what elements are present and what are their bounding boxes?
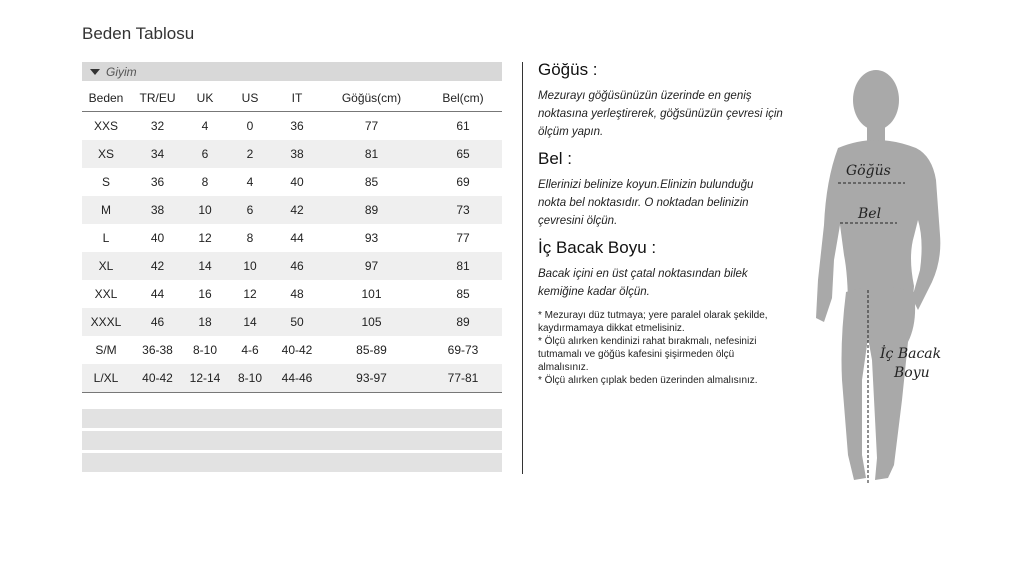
table-cell: 40 (290, 175, 304, 189)
table-cell: 89 (319, 196, 424, 224)
empty-section-bar (82, 409, 502, 428)
table-cell: S/M (95, 343, 117, 357)
table-cell: 40-42 (281, 343, 313, 357)
inseam-label-line2: Boyu (894, 365, 930, 381)
table-cell: XXS (93, 119, 118, 133)
table-cell: 6 (185, 140, 225, 168)
body-silhouette (790, 60, 970, 500)
empty-section-bar (82, 431, 502, 450)
table-row (82, 364, 502, 393)
table-cell: 77 (364, 119, 379, 133)
table-cell: 93-97 (319, 364, 424, 393)
caret-down-icon (90, 69, 100, 75)
table-row (82, 336, 502, 364)
section-label: Giyim (106, 64, 137, 79)
table-cell: 46 (130, 308, 185, 336)
table-cell: 85-89 (356, 343, 387, 357)
column-header: IT (275, 84, 319, 112)
table-cell: 12 (243, 287, 257, 301)
table-cell: 85 (364, 175, 379, 189)
table-row (82, 252, 502, 280)
chest-label: Göğüs (846, 163, 891, 179)
table-row (82, 112, 502, 141)
table-cell: 93 (364, 231, 379, 245)
table-cell: 4-6 (241, 343, 259, 357)
table-row (82, 140, 502, 168)
table-cell: 97 (319, 252, 424, 280)
vertical-divider (522, 62, 523, 474)
table-cell: 0 (246, 119, 254, 133)
table-cell: 4 (246, 175, 254, 189)
table-cell: 36 (150, 175, 165, 189)
table-cell: 42 (275, 196, 319, 224)
column-header: US (225, 84, 275, 112)
table-cell: XL (82, 252, 130, 280)
table-cell: 14 (185, 252, 225, 280)
table-cell: 42 (130, 252, 185, 280)
table-cell: 14 (225, 308, 275, 336)
table-cell: L (102, 231, 110, 245)
table-cell: 85 (456, 287, 470, 301)
table-cell: 8 (201, 175, 209, 189)
column-header: Bel(cm) (424, 84, 502, 112)
table-cell: 77 (456, 231, 470, 245)
table-cell: 48 (290, 287, 304, 301)
inseam-title: İç Bacak Boyu : (538, 238, 657, 257)
table-cell: L/XL (82, 364, 130, 393)
note: * Ölçü alırken çıplak beden üzerinden almalısınız. (538, 375, 758, 386)
empty-section-bar (82, 453, 502, 472)
table-cell: S (101, 175, 110, 189)
inseam-label-line1: İç Bacak (880, 346, 942, 362)
table-cell: 77-81 (424, 364, 502, 393)
waist-label: Bel (858, 206, 882, 222)
table-cell: 101 (361, 287, 382, 301)
table-cell: 12-14 (185, 364, 225, 393)
table-row (82, 168, 502, 196)
table-cell: 4 (201, 119, 209, 133)
table-row (82, 196, 502, 224)
table-cell: 6 (225, 196, 275, 224)
table-cell: 40 (150, 231, 165, 245)
column-header: UK (185, 84, 225, 112)
table-cell: 8 (246, 231, 254, 245)
table-cell: XXXL (82, 308, 130, 336)
table-row (82, 280, 502, 308)
table-cell: XXL (94, 287, 118, 301)
waist-title: Bel : (538, 149, 573, 168)
table-cell: 73 (424, 196, 502, 224)
table-cell: 18 (185, 308, 225, 336)
table-cell: 32 (150, 119, 165, 133)
table-cell: 10 (225, 252, 275, 280)
chest-title: Göğüs : (538, 60, 598, 79)
table-row (82, 308, 502, 336)
table-cell: 2 (225, 140, 275, 168)
table-cell: 8-10 (225, 364, 275, 393)
column-header: Beden (82, 84, 130, 112)
table-cell: 105 (319, 308, 424, 336)
note: * Ölçü alırken kendinizi rahat bırakmalı, nefesinizi tutmamalı ve göğüs kafesini şişirmeden ölçü almalısınız. (538, 336, 757, 373)
table-cell: 46 (275, 252, 319, 280)
body-figure (790, 60, 970, 500)
notes (538, 309, 783, 387)
waist-text: Ellerinizi belinize koyun.Elinizin bulunduğu nokta bel noktasıdır. O noktadan belinizin çevresini ölçün. (538, 179, 754, 227)
table-cell: 10 (185, 196, 225, 224)
table-cell: 38 (130, 196, 185, 224)
table-cell: 34 (130, 140, 185, 168)
table-cell: 44 (290, 231, 304, 245)
note: * Mezurayı düz tutmaya; yere paralel olarak şekilde, kaydırmamaya dikkat etmelisiniz. (538, 310, 768, 334)
table-header-row (82, 84, 502, 112)
column-header: Göğüs(cm) (319, 84, 424, 112)
table-cell: 40-42 (130, 364, 185, 393)
table-cell: M (82, 196, 130, 224)
table-cell: 44 (150, 287, 165, 301)
table-cell: 89 (424, 308, 502, 336)
table-cell: 69-73 (447, 343, 479, 357)
table-cell: 50 (275, 308, 319, 336)
chest-text: Mezurayı göğüsünüzün üzerinde en geniş noktasına yerleştirerek, göğsünüzün çevresi için ölçüm yapın. (538, 90, 783, 138)
table-cell: 36-38 (142, 343, 173, 357)
table-cell: 38 (275, 140, 319, 168)
table-row (82, 224, 502, 252)
table-cell: 12 (198, 231, 212, 245)
table-cell: XS (82, 140, 130, 168)
size-table (82, 84, 502, 393)
table-cell: 81 (319, 140, 424, 168)
table-cell: 44-46 (275, 364, 319, 393)
table-cell: 36 (290, 119, 304, 133)
table-cell: 69 (456, 175, 470, 189)
table-cell: 8-10 (192, 343, 218, 357)
table-cell: 81 (424, 252, 502, 280)
table-cell: 61 (456, 119, 470, 133)
page-title: Beden Tablosu (82, 24, 195, 43)
table-cell: 65 (424, 140, 502, 168)
inseam-text: Bacak içini en üst çatal noktasından bilek kemiğine kadar ölçün. (538, 268, 748, 298)
measurement-guide (538, 60, 783, 387)
column-header: TR/EU (130, 84, 185, 112)
section-toggle-giyim[interactable] (82, 62, 502, 81)
table-cell: 16 (198, 287, 212, 301)
